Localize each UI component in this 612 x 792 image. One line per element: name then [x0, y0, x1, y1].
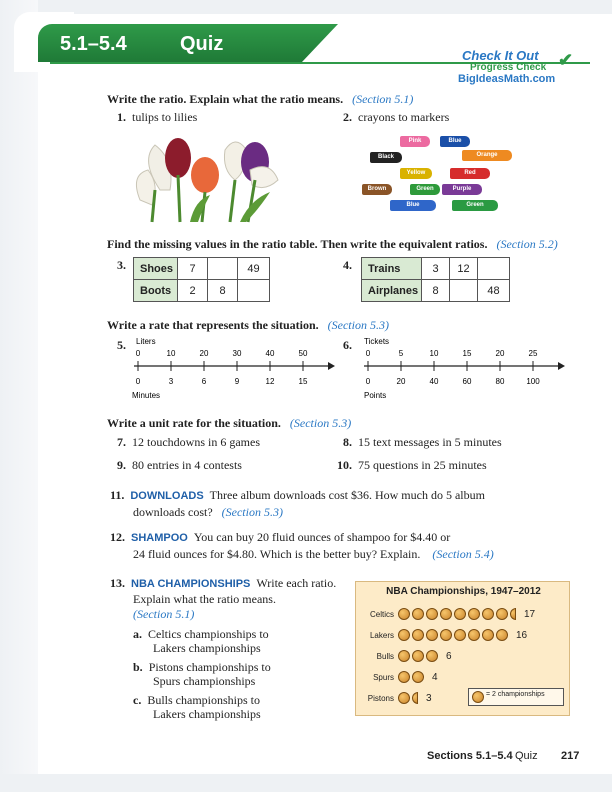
basketball-icon	[426, 650, 438, 662]
chart-category-label: Spurs	[373, 673, 394, 682]
crayon-yellow: Yellow	[400, 168, 432, 179]
part-text: Lakers championships	[153, 641, 261, 655]
instruction-text: Write the ratio. Explain what the ratio means.	[107, 92, 344, 106]
bottom-axis-label: Points	[364, 391, 387, 400]
problem-number: 2.	[343, 110, 352, 124]
table-cell-missing	[478, 258, 510, 280]
basketball-icon	[482, 629, 494, 641]
crayon-blue: Blue	[440, 136, 470, 147]
chart-category-label: Bulls	[376, 652, 394, 661]
page-frame-left	[0, 0, 38, 792]
basketball-icon	[412, 608, 424, 620]
chart-category-label: Pistons	[367, 694, 394, 703]
problem-7	[117, 435, 260, 450]
table-cell: 48	[478, 280, 510, 302]
basketball-icon	[398, 608, 410, 620]
basketball-icon	[398, 650, 410, 662]
problem-text: Three album downloads cost $36. How much do 5 album	[209, 488, 485, 502]
footer-quiz: Quiz	[515, 750, 538, 762]
problem-text: 12 touchdowns in 6 games	[132, 435, 260, 449]
bottom-tick-label: 40	[429, 377, 439, 386]
problem-number: 5.	[117, 338, 126, 352]
problem-text: 15 text messages in 5 minutes	[358, 435, 502, 449]
table-cell: 7	[178, 258, 208, 280]
problem-9	[117, 458, 242, 473]
bottom-tick-label: 6	[201, 377, 207, 386]
crayon-purple: Purple	[442, 184, 482, 195]
table-cell-missing	[450, 280, 478, 302]
table-cell-missing	[208, 258, 238, 280]
problem-13c	[133, 693, 261, 721]
marker-green: Green	[452, 200, 498, 211]
problem-2	[343, 110, 449, 125]
section-ref: (Section 5.1)	[352, 92, 414, 106]
problem-text: crayons to markers	[358, 110, 450, 124]
problem-13	[110, 576, 336, 622]
problem-number: 3.	[117, 258, 126, 272]
flowers-illustration	[130, 130, 280, 225]
part-letter: a.	[133, 627, 142, 641]
problem-13a	[133, 627, 269, 655]
page-frame-top	[0, 0, 612, 14]
problem-label: SHAMPOO	[131, 532, 188, 544]
problem-10	[337, 458, 487, 473]
problem-number: 1.	[117, 110, 126, 124]
table-row-label: Trains	[362, 258, 422, 280]
basketball-icon	[398, 671, 410, 683]
half-basketball-icon	[510, 608, 516, 620]
table-cell: 8	[208, 280, 238, 302]
basketball-icon	[496, 629, 508, 641]
table-cell: 2	[178, 280, 208, 302]
problem-text: 24 fluid ounces for $4.80. Which is the better buy? Explain.	[133, 547, 421, 561]
arrow-icon	[328, 362, 335, 370]
basketball-icon	[426, 608, 438, 620]
problem-text: 75 questions in 25 minutes	[358, 458, 487, 472]
top-tick-label: 10	[429, 349, 439, 358]
table-cell: 3	[422, 258, 450, 280]
chart-category-label: Lakers	[369, 631, 394, 640]
problem-11	[110, 487, 485, 520]
top-axis-label: Tickets	[364, 337, 390, 346]
problem-number: 12.	[110, 530, 125, 544]
table-cell: 8	[422, 280, 450, 302]
basketball-icon	[440, 608, 452, 620]
bottom-tick-label: 100	[526, 377, 540, 386]
part-letter: c.	[133, 693, 142, 707]
chart-title: NBA Championships, 1947–2012	[386, 586, 541, 597]
crayon-green: Green	[410, 184, 440, 195]
nba-championships-chart	[355, 581, 570, 716]
basketball-icon	[496, 608, 508, 620]
checkmark-icon: ✔	[558, 50, 574, 70]
chart-value-label: 4	[432, 672, 438, 683]
header-title: Quiz	[180, 33, 224, 55]
badge-line-1: Check It Out	[462, 48, 539, 63]
basketball-icon	[412, 629, 424, 641]
bottom-tick-label: 80	[495, 377, 505, 386]
basketball-icon	[472, 691, 484, 703]
table-cell: 49	[238, 258, 270, 280]
bottom-tick-label: 15	[298, 377, 308, 386]
problem-8	[343, 435, 502, 450]
instruction-ratio-table	[107, 237, 558, 252]
top-tick-label: 40	[265, 349, 275, 358]
problem-text: Write each ratio.	[256, 576, 337, 590]
marker-red: Red	[450, 168, 490, 179]
badge-line-3: BigIdeasMath.com	[458, 73, 556, 85]
section-ref: (Section 5.2)	[496, 237, 558, 251]
basketball-icon	[468, 608, 480, 620]
marker-orange: Orange	[462, 150, 512, 161]
problem-number: 4.	[343, 258, 352, 272]
basketball-icon	[454, 608, 466, 620]
instruction-text: Write a rate that represents the situation.	[107, 318, 319, 332]
part-letter: b.	[133, 660, 143, 674]
chart-value-label: 17	[524, 609, 536, 620]
double-number-line-5	[130, 334, 335, 402]
problem-1	[117, 110, 197, 125]
bottom-tick-label: 60	[462, 377, 472, 386]
top-tick-label: 10	[166, 349, 176, 358]
problem-text: 80 entries in 4 contests	[132, 458, 242, 472]
table-cell: 12	[450, 258, 478, 280]
chart-value-label: 3	[426, 693, 432, 704]
bottom-tick-label: 12	[265, 377, 275, 386]
basketball-icon	[398, 692, 410, 704]
arrow-icon	[558, 362, 565, 370]
header-section-range: 5.1–5.4	[60, 33, 127, 55]
problem-text: Explain what the ratio means.	[133, 592, 276, 606]
part-text: Bulls championships to	[147, 693, 260, 707]
crayon-brown: Brown	[362, 184, 392, 195]
problem-text: You can buy 20 fluid ounces of shampoo for $4.40 or	[193, 530, 451, 544]
top-tick-label: 5	[398, 349, 404, 358]
progress-check-badge[interactable]	[452, 48, 580, 90]
top-tick-label: 50	[298, 349, 308, 358]
problem-12	[110, 529, 494, 562]
section-ref: (Section 5.4)	[432, 547, 494, 561]
basketball-icon	[398, 629, 410, 641]
top-tick-label: 15	[462, 349, 472, 358]
instruction-ratio	[107, 92, 413, 107]
section-ref: (Section 5.3)	[327, 318, 389, 332]
problem-number: 11.	[110, 488, 125, 502]
crayon-pink: Pink	[400, 136, 430, 147]
part-text: Celtics championships to	[148, 627, 269, 641]
chart-category-label: Celtics	[369, 610, 394, 619]
marker-blue: Blue	[390, 200, 436, 211]
table-row-label: Shoes	[134, 258, 178, 280]
basketball-icon	[440, 629, 452, 641]
instruction-text: Find the missing values in the ratio table. Then write the equivalent ratios.	[107, 237, 488, 251]
basketball-icon	[454, 629, 466, 641]
bottom-tick-label: 0	[135, 377, 141, 386]
legend-text: = 2 championships	[486, 691, 545, 698]
ratio-table-4	[361, 257, 510, 302]
table-row-label: Airplanes	[362, 280, 422, 302]
crayon-black: Black	[370, 152, 402, 163]
ratio-table-3	[133, 257, 270, 302]
page-frame-bottom	[0, 774, 612, 792]
page-number: 217	[561, 750, 580, 762]
problem-text: downloads cost?	[133, 505, 213, 519]
part-text: Lakers championships	[153, 707, 261, 721]
problem-number: 13.	[110, 576, 125, 590]
basketball-icon	[468, 629, 480, 641]
bottom-axis-label: Minutes	[132, 391, 161, 400]
instruction-text: Write a unit rate for the situation.	[107, 416, 281, 430]
problem-label: NBA CHAMPIONSHIPS	[131, 578, 251, 590]
problem-number: 8.	[343, 435, 352, 449]
basketball-icon	[426, 629, 438, 641]
half-basketball-icon	[412, 692, 418, 704]
top-tick-label: 20	[199, 349, 209, 358]
problem-number: 10.	[337, 458, 352, 472]
part-text: Spurs championships	[153, 674, 256, 688]
bottom-tick-label: 9	[234, 377, 240, 386]
crayons-illustration	[360, 134, 520, 214]
double-number-line-6	[360, 334, 565, 402]
instruction-unit-rate	[107, 416, 351, 431]
chart-value-label: 6	[446, 651, 452, 662]
problem-label: DOWNLOADS	[130, 490, 204, 502]
section-ref: (Section 5.3)	[221, 505, 283, 519]
top-tick-label: 25	[528, 349, 538, 358]
bottom-tick-label: 20	[396, 377, 406, 386]
table-row-label: Boots	[134, 280, 178, 302]
section-ref: (Section 5.1)	[133, 607, 195, 621]
problem-text: tulips to lilies	[132, 110, 198, 124]
problem-13b	[133, 660, 271, 688]
top-tick-label: 20	[495, 349, 505, 358]
badge-line-2: Progress Check	[470, 62, 547, 73]
chart-value-label: 16	[516, 630, 528, 641]
basketball-icon	[412, 671, 424, 683]
problem-number: 6.	[343, 338, 352, 352]
top-tick-label: 30	[232, 349, 242, 358]
bottom-tick-label: 3	[168, 377, 174, 386]
bottom-tick-label: 0	[365, 377, 371, 386]
problem-number: 9.	[117, 458, 126, 472]
top-tick-label: 0	[135, 349, 141, 358]
section-ref: (Section 5.3)	[289, 416, 352, 430]
part-text: Pistons championships to	[148, 660, 271, 674]
problem-number: 7.	[117, 435, 126, 449]
table-cell-missing	[238, 280, 270, 302]
basketball-icon	[412, 650, 424, 662]
instruction-rate	[107, 318, 389, 333]
basketball-icon	[482, 608, 494, 620]
top-tick-label: 0	[365, 349, 371, 358]
top-axis-label: Liters	[136, 337, 156, 346]
footer-sections: Sections 5.1–5.4	[427, 750, 513, 762]
